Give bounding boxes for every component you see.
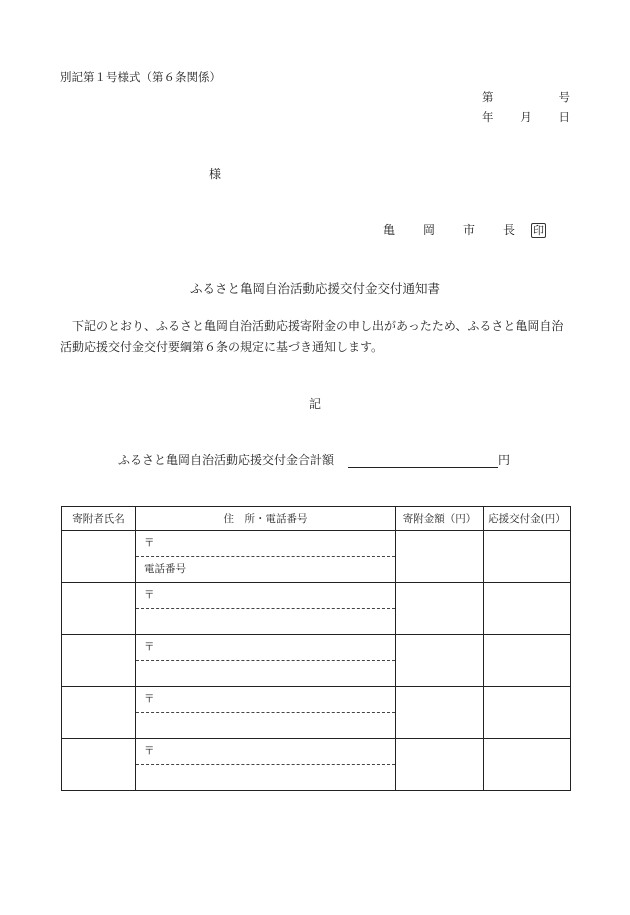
date-year: 年 [482,110,494,124]
postal-line: 〒 [136,739,395,765]
phone-line [136,661,395,686]
phone-line [136,713,395,738]
donor-name-cell [62,687,136,739]
issuer-name: 亀 岡 市 長 [383,223,524,237]
ki-heading: 記 [308,397,321,411]
table-row [62,739,571,791]
form-label: 別記第１号様式（第６条関係） [60,70,221,84]
address-cell [136,531,396,583]
issuer [383,221,546,238]
header-grant-amount: 応援交付金(円） [484,507,571,531]
grant-amount-cell [484,583,571,635]
total-unit: 円 [498,453,511,467]
table-row [62,531,571,583]
total-amount-row [118,451,510,468]
address-cell [136,687,396,739]
grant-amount-cell [484,635,571,687]
body-text: 下記のとおり、ふるさと亀岡自治活動応援寄附金の申し出があったため、ふるさと亀岡自治活動応援交付金交付要綱第６条の規定に基づき通知します。 [60,319,564,354]
grant-amount-cell [484,739,571,791]
recipient-suffix: 様 [209,167,222,181]
grant-amount-cell [484,687,571,739]
donation-amount-cell [396,583,484,635]
donor-name-cell [62,583,136,635]
donation-amount-cell [396,635,484,687]
document-number [482,89,570,105]
date-day: 日 [558,110,570,124]
table-row [62,635,571,687]
donor-name-cell [62,739,136,791]
total-amount-blank [348,453,498,468]
donation-amount-cell [396,531,484,583]
header-address-phone: 住 所・電話番号 [136,507,396,531]
header-donor-name: 寄附者氏名 [62,507,136,531]
date-month: 月 [520,110,532,124]
postal-line: 〒 [136,687,395,713]
address-cell [136,635,396,687]
document-date [482,109,570,125]
table-row [62,687,571,739]
postal-line: 〒 [136,531,395,557]
phone-line [136,765,395,790]
postal-line: 〒 [136,635,395,661]
donor-name-cell [62,635,136,687]
phone-line: 電話番号 [144,563,186,575]
document-title: ふるさと亀岡自治活動応援交付金交付通知書 [189,281,440,296]
phone-line [136,609,395,634]
seal-mark: 印 [533,224,545,237]
donor-table [61,506,571,791]
donor-name-cell [62,531,136,583]
table-header-row [62,507,571,531]
doc-number-prefix: 第 [482,90,494,104]
postal-line: 〒 [136,583,395,609]
donation-amount-cell [396,739,484,791]
donation-amount-cell [396,687,484,739]
address-cell [136,739,396,791]
header-donation-amount: 寄附金額（円） [396,507,484,531]
total-label: ふるさと亀岡自治活動応援交付金合計額 [118,453,335,467]
address-cell [136,583,396,635]
table-row [62,583,571,635]
grant-amount-cell [484,531,571,583]
doc-number-suffix: 号 [558,90,570,104]
